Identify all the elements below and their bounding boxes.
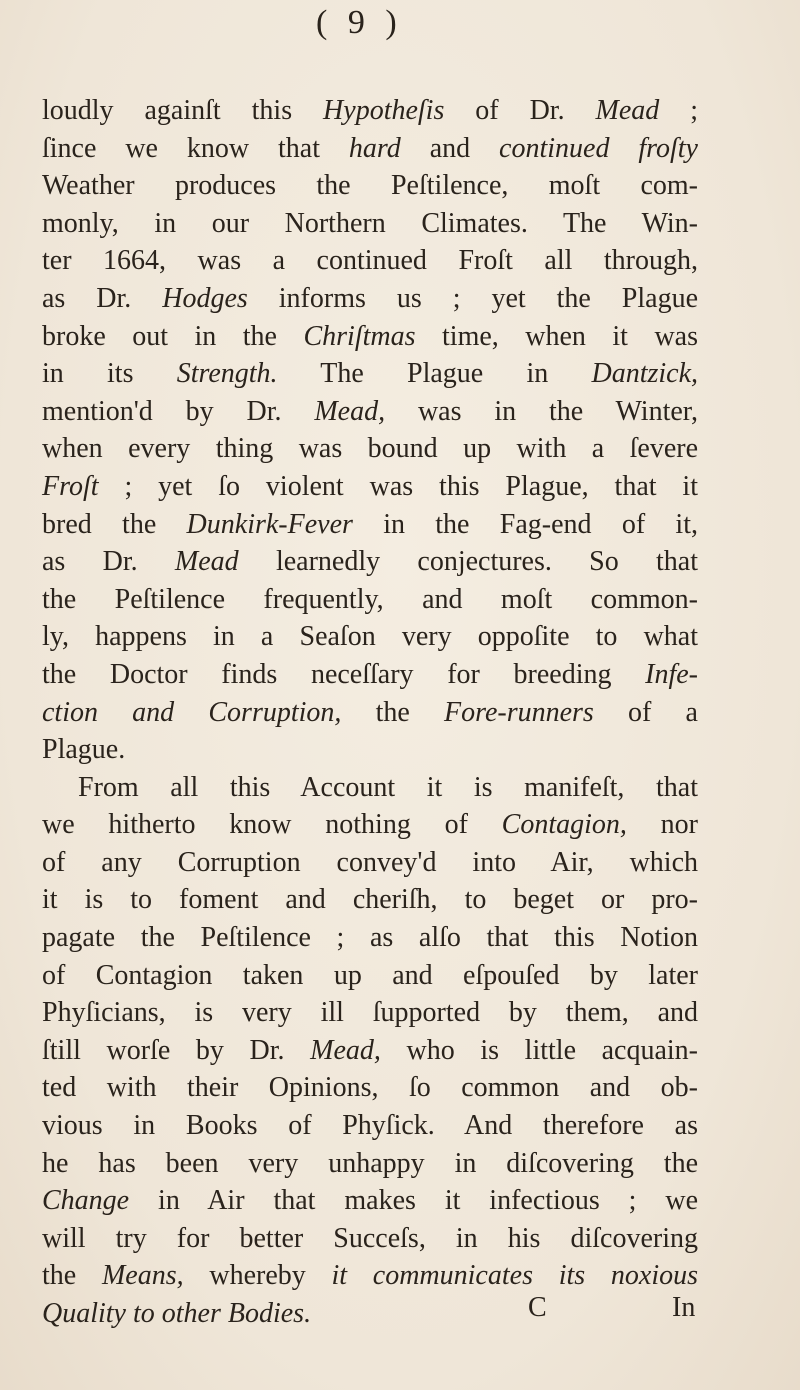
text-run: ſince we know that	[42, 132, 349, 164]
text-run: of any Corruption convey'd into Air, which	[42, 846, 698, 878]
text-line	[42, 919, 698, 957]
text-run: in its	[42, 358, 177, 390]
text-line	[42, 130, 698, 168]
signature-mark: C	[528, 1292, 547, 1323]
italic-text: Dunkirk-Fever	[186, 508, 353, 540]
italic-text: Froſt	[42, 470, 99, 502]
text-run: will try for better Succeſs, in his diſcovering	[42, 1222, 698, 1254]
text-run: From all this Account it is manifeſt, that	[78, 771, 698, 803]
text-line	[42, 618, 698, 656]
text-run: in the Fag-end of it,	[352, 508, 698, 540]
text-run: Phyſicians, is very ill ſupported by them, and	[42, 997, 698, 1029]
text-run: ly, happens in a Seaſon very oppoſite to what	[42, 621, 698, 653]
italic-text: it communicates its noxious	[331, 1260, 698, 1292]
text-line	[42, 205, 698, 243]
text-run: was in the Winter,	[385, 395, 698, 427]
text-run: the Doctor finds neceſſary for breeding	[42, 658, 646, 690]
text-line	[42, 731, 698, 769]
italic-text: Change	[42, 1185, 130, 1217]
text-run: and	[400, 132, 500, 164]
text-run: ter 1664, was a continued Froſt all through,	[42, 245, 698, 277]
text-run: loudly againſt this	[42, 95, 324, 126]
text-run: ; yet ſo violent was this Plague, that it	[98, 470, 698, 502]
text-line	[42, 318, 698, 356]
text-run: Weather produces the Peſtilence, moſt com-	[42, 170, 698, 202]
text-run: as Dr.	[42, 282, 163, 314]
catchword: In	[672, 1292, 696, 1323]
text-line	[42, 92, 698, 130]
text-run: ſtill worſe by Dr.	[42, 1034, 311, 1066]
text-run: the Peſtilence frequently, and moſt common-	[42, 583, 698, 615]
text-line	[42, 1107, 698, 1145]
text-line	[42, 1220, 698, 1258]
text-run: of Dr.	[444, 95, 596, 126]
text-run: mention'd by Dr.	[42, 395, 315, 427]
text-run: bred the	[42, 508, 187, 540]
text-line	[42, 430, 698, 468]
text-run: it is to foment and cheriſh, to beget or pro-	[42, 884, 698, 916]
text-run: as Dr.	[42, 546, 175, 578]
italic-text: Mead,	[314, 395, 386, 427]
text-line	[42, 694, 698, 732]
text-line	[42, 769, 698, 807]
italic-text: Mead	[174, 546, 239, 578]
text-run: ;	[659, 95, 699, 126]
text-line	[42, 280, 698, 318]
italic-text: Means,	[101, 1260, 184, 1292]
text-line	[42, 1145, 698, 1183]
text-run: the	[42, 1260, 102, 1292]
text-run: of a	[593, 696, 698, 728]
italic-text: continued froſty	[499, 132, 698, 164]
text-line	[42, 581, 698, 619]
text-line	[42, 1069, 698, 1107]
text-run: ted with their Opinions, ſo common and ob-	[42, 1072, 698, 1104]
text-run: pagate the Peſtilence ; as alſo that this Notion	[42, 922, 698, 954]
italic-text: Mead,	[310, 1034, 381, 1066]
text-line	[42, 1182, 698, 1220]
text-run: he has been very unhappy in diſcovering the	[42, 1147, 698, 1179]
italic-text: ction and Corruption,	[42, 696, 342, 728]
text-run: time, when it was	[415, 320, 698, 352]
italic-text: Chriſtmas	[303, 320, 416, 352]
body-text	[42, 92, 698, 1333]
text-line	[42, 506, 698, 544]
text-line	[42, 167, 698, 205]
text-run: vious in Books of Phyſick. And therefore as	[42, 1110, 698, 1142]
text-line	[42, 881, 698, 919]
text-line	[42, 1032, 698, 1070]
text-run: who is little acquain-	[380, 1034, 698, 1066]
text-line	[42, 393, 698, 431]
italic-text: Quality to other Bodies.	[42, 1298, 312, 1329]
italic-text: Mead	[595, 95, 660, 126]
text-run: monly, in our Northern Climates. The Win-	[42, 207, 698, 239]
italic-text: Hodges	[162, 282, 248, 314]
text-run: of Contagion taken up and eſpouſed by later	[42, 959, 698, 991]
text-line	[42, 355, 698, 393]
text-line	[42, 957, 698, 995]
text-run: whereby	[183, 1260, 332, 1292]
text-run: broke out in the	[42, 320, 304, 352]
italic-text: Dantzick,	[591, 358, 699, 390]
italic-text: Hypotheſis	[323, 95, 445, 126]
text-line	[42, 806, 698, 844]
text-line	[42, 1257, 698, 1295]
text-run: Plague.	[42, 734, 126, 766]
text-run: the	[341, 696, 444, 728]
italic-text: Fore-runners	[444, 696, 594, 728]
italic-text: hard	[348, 132, 401, 164]
text-run: The Plague in	[277, 358, 592, 390]
text-line	[42, 242, 698, 280]
text-line	[42, 656, 698, 694]
text-run: when every thing was bound up with a ſevere	[42, 433, 698, 465]
text-line	[42, 543, 698, 581]
page-number: ( 9 )	[316, 4, 403, 41]
text-run: we hitherto know nothing of	[42, 809, 502, 841]
italic-text: Infe-	[645, 658, 698, 690]
text-run: informs us ; yet the Plague	[247, 282, 699, 314]
text-line	[42, 468, 698, 506]
text-line	[42, 994, 698, 1032]
text-line	[42, 844, 698, 882]
text-run: learnedly conjectures. So that	[238, 546, 698, 578]
text-run: in Air that makes it infectious ; we	[129, 1185, 698, 1217]
italic-text: Strength.	[176, 358, 278, 390]
text-line	[42, 1295, 698, 1333]
italic-text: Contagion,	[501, 809, 627, 841]
text-run: nor	[626, 809, 698, 841]
